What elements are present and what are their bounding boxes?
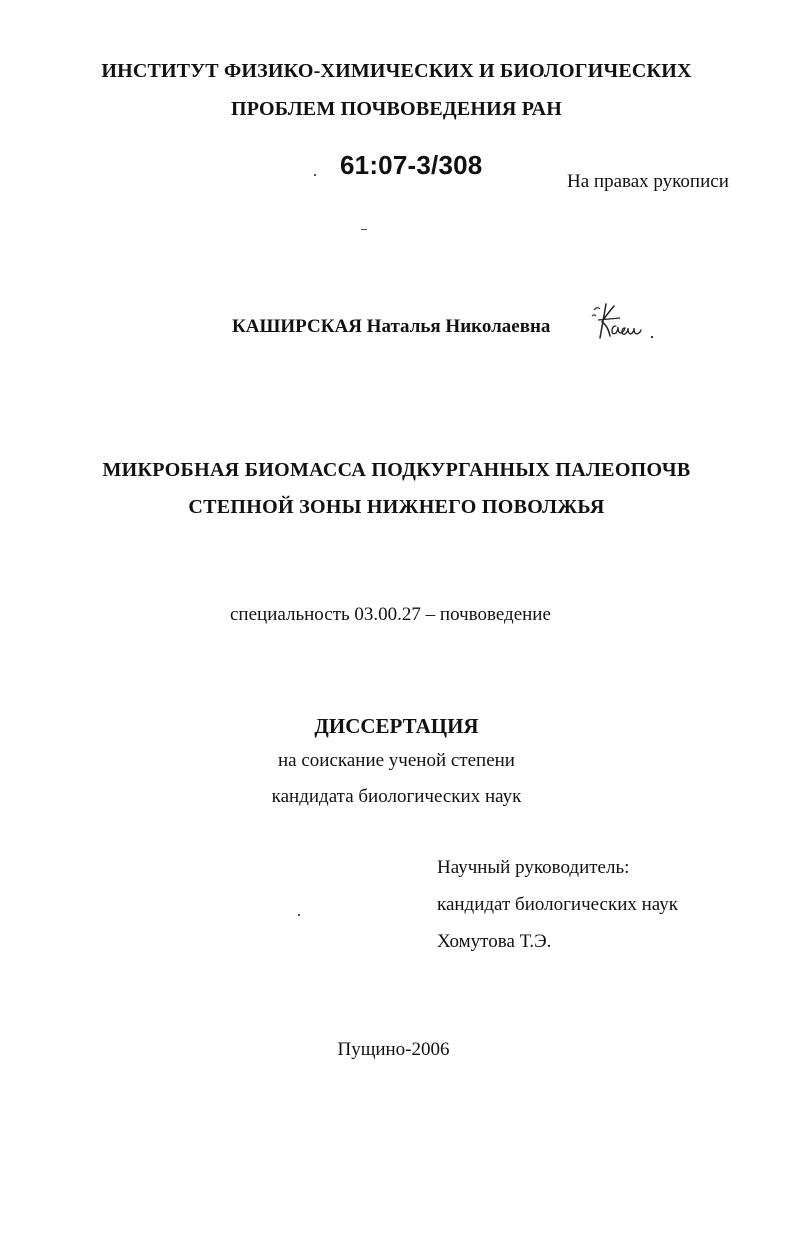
- scan-speck: [314, 174, 316, 176]
- catalog-code: 61:07-3/308: [340, 150, 483, 180]
- author-name: [232, 316, 550, 338]
- degree-line2: кандидата биологических наук: [271, 786, 522, 807]
- specialty: специальность 03.00.27 – почвоведение: [230, 604, 551, 625]
- degree-line1: на соискание ученой степени: [278, 750, 515, 771]
- institute-name-line1: ИНСТИТУТ ФИЗИКО-ХИМИЧЕСКИХ И БИОЛОГИЧЕСКИХ: [101, 60, 692, 82]
- dissertation-title-line1: МИКРОБНАЯ БИОМАССА ПОДКУРГАННЫХ ПАЛЕОПОЧВ: [102, 459, 691, 481]
- author-surname: КАШИРСКАЯ: [232, 316, 362, 337]
- dissertation-heading: ДИССЕРТАЦИЯ: [314, 714, 479, 738]
- author-signature: [580, 296, 660, 346]
- dissertation-title-line2: СТЕПНОЙ ЗОНЫ НИЖНЕГО ПОВОЛЖЬЯ: [188, 496, 605, 518]
- place-year: Пущино-2006: [337, 1039, 450, 1060]
- author-given-names: Наталья Николаевна: [366, 316, 551, 337]
- institute-name-line2: ПРОБЛЕМ ПОЧВОВЕДЕНИЯ РАН: [230, 98, 563, 120]
- scan-speck: [361, 229, 367, 230]
- scan-speck: [298, 914, 300, 916]
- supervisor-degree: кандидат биологических наук: [437, 894, 678, 915]
- supervisor-name: Хомутова Т.Э.: [437, 931, 552, 952]
- supervisor-label: Научный руководитель:: [437, 857, 630, 878]
- rights-note: На правах рукописи: [567, 171, 729, 192]
